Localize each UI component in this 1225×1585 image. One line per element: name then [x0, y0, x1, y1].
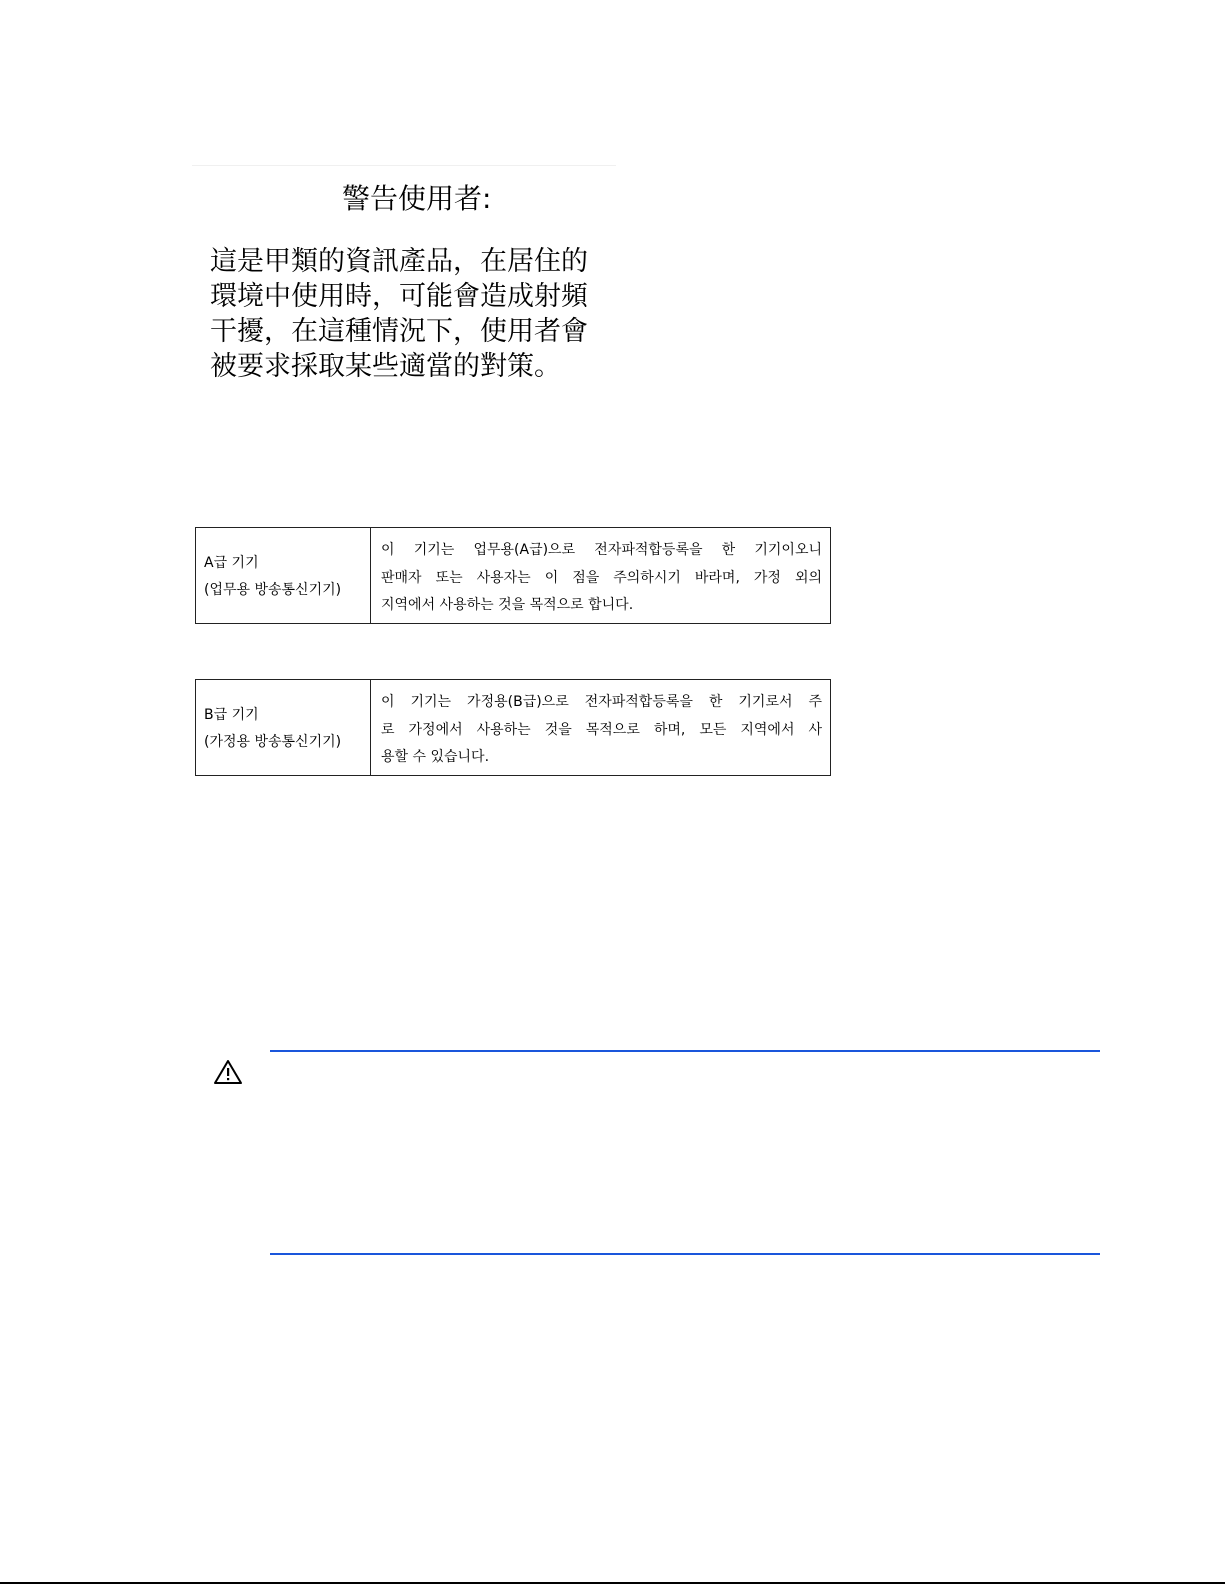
class-b-text-line: 이 기기는 가정용(B급)으로 전자파적합등록을 한 기기로서 주: [381, 694, 822, 710]
class-a-label: A급 기기: [204, 555, 259, 571]
class-b-text-line: 로 가정에서 사용하는 것을 목적으로 하며, 모든 지역에서 사: [381, 721, 822, 738]
page-footer-rule: [0, 1582, 1225, 1584]
class-a-desc: (업무용 방송통신기기): [204, 582, 342, 598]
taiwan-notice-title: 警告使用者:: [342, 182, 492, 215]
class-b-text-line: 용할 수 있습니다.: [381, 749, 490, 765]
class-b-desc: (가정용 방송통신기기): [204, 734, 342, 750]
class-a-text-line: 지역에서 사용하는 것을 목적으로 합니다.: [381, 597, 634, 613]
warning-triangle-icon: [213, 1059, 243, 1085]
class-b-label-cell: [196, 680, 371, 775]
caution-top-rule: [270, 1050, 1100, 1052]
taiwan-notice-line: 這是甲類的資訊產品，在居住的: [210, 246, 588, 277]
taiwan-bsmi-notice: [192, 165, 616, 388]
class-a-text-line: 판매자 또는 사용자는 이 점을 주의하시기 바라며, 가정 외의: [381, 569, 822, 586]
taiwan-notice-line: 環境中使用時，可能會造成射頻: [210, 281, 588, 312]
taiwan-notice-line: 被要求採取某些適當的對策。: [210, 351, 561, 382]
class-b-text-cell: [371, 680, 830, 775]
korean-class-a-table: [195, 527, 831, 624]
caution-bottom-rule: [270, 1253, 1100, 1255]
class-a-text-line: 이 기기는 업무용(A급)으로 전자파적합등록을 한 기기이오니: [381, 542, 822, 558]
class-b-label: B급 기기: [204, 707, 259, 723]
class-a-text-cell: [371, 528, 830, 623]
taiwan-notice-line: 干擾，在這種情況下，使用者會: [210, 316, 588, 347]
taiwan-notice-body: [210, 244, 610, 384]
class-a-label-cell: [196, 528, 371, 623]
korean-class-b-table: [195, 679, 831, 776]
